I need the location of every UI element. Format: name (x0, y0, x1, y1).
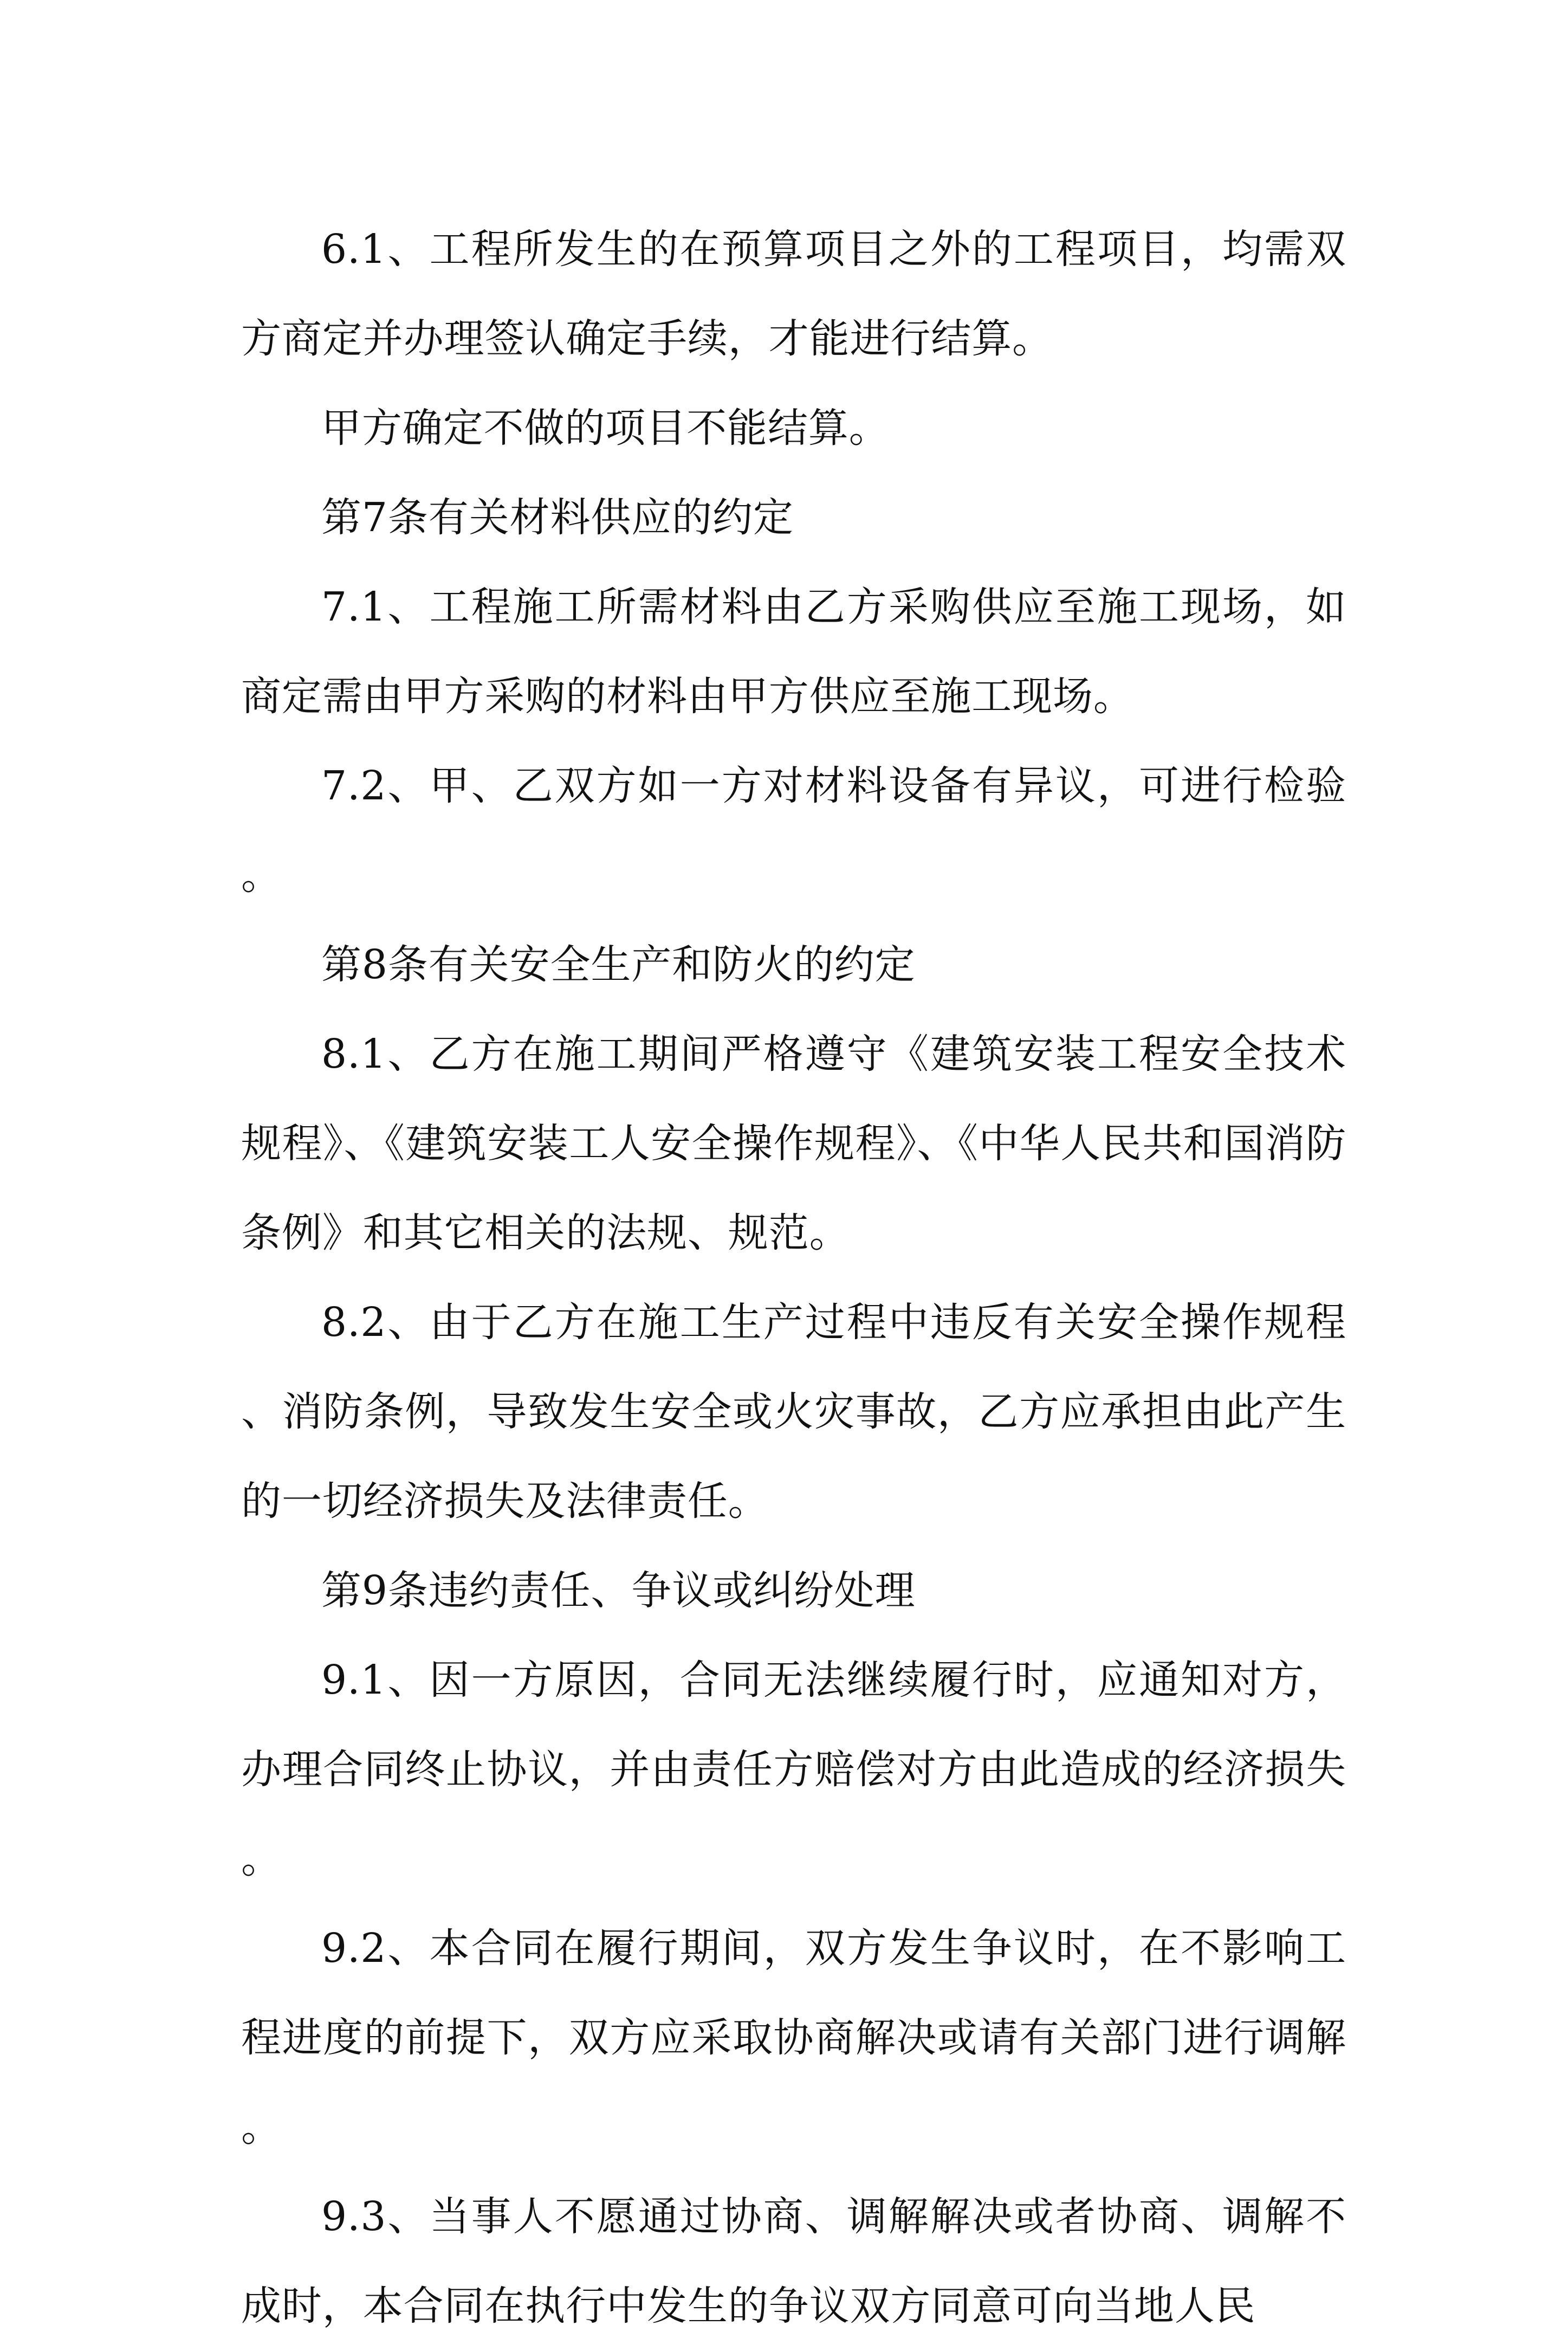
paragraph-9-1: 9.1、因一方原因，合同无法继续履行时，应通知对方，办理合同终止协议，并由责任方赔偿对方由此造成的经济损失。 (241, 1657, 1346, 1882)
paragraph-7-1: 7.1、工程施工所需材料由乙方采购供应至施工现场，如商定需由甲方采购的材料由甲方供应至施工现场。 (241, 584, 1346, 720)
paragraph-9-3: 9.3、当事人不愿通过协商、调解解决或者协商、调解不成时，本合同在执行中发生的争议双方同意可向当地人民 (241, 2193, 1346, 2329)
article-8-heading: 第8条有关安全生产和防火的约定 (321, 941, 916, 988)
paragraph-7-2: 7.2、甲、乙双方如一方对材料设备有异议，可进行检验。 (241, 763, 1346, 899)
paragraph-9-2: 9.2、本合同在履行期间，双方发生争议时，在不影响工程进度的前提下，双方应采取协商解决或请有关部门进行调解。 (241, 1925, 1346, 2150)
article-9-heading: 第9条违约责任、争议或纠纷处理 (321, 1567, 916, 1614)
paragraph-6-1: 6.1、工程所发生的在预算项目之外的工程项目，均需双方商定并办理签认确定手续，才能进行结算。 (241, 226, 1346, 362)
paragraph-8-2: 8.2、由于乙方在施工生产过程中违反有关安全操作规程、消防条例，导致发生安全或火灾事故，乙方应承担由此产生的一切经济损失及法律责任。 (241, 1299, 1346, 1525)
document-body (241, 205, 1346, 2351)
article-7-heading: 第7条有关材料供应的约定 (321, 494, 794, 541)
paragraph-8-1: 8.1、乙方在施工期间严格遵守《建筑安装工程安全技术规程》、《建筑安装工人安全操作规程》、《中华人民共和国消防条例》和其它相关的法规、规范。 (241, 1031, 1346, 1256)
paragraph-6-note: 甲方确定不做的项目不能结算。 (321, 405, 890, 451)
